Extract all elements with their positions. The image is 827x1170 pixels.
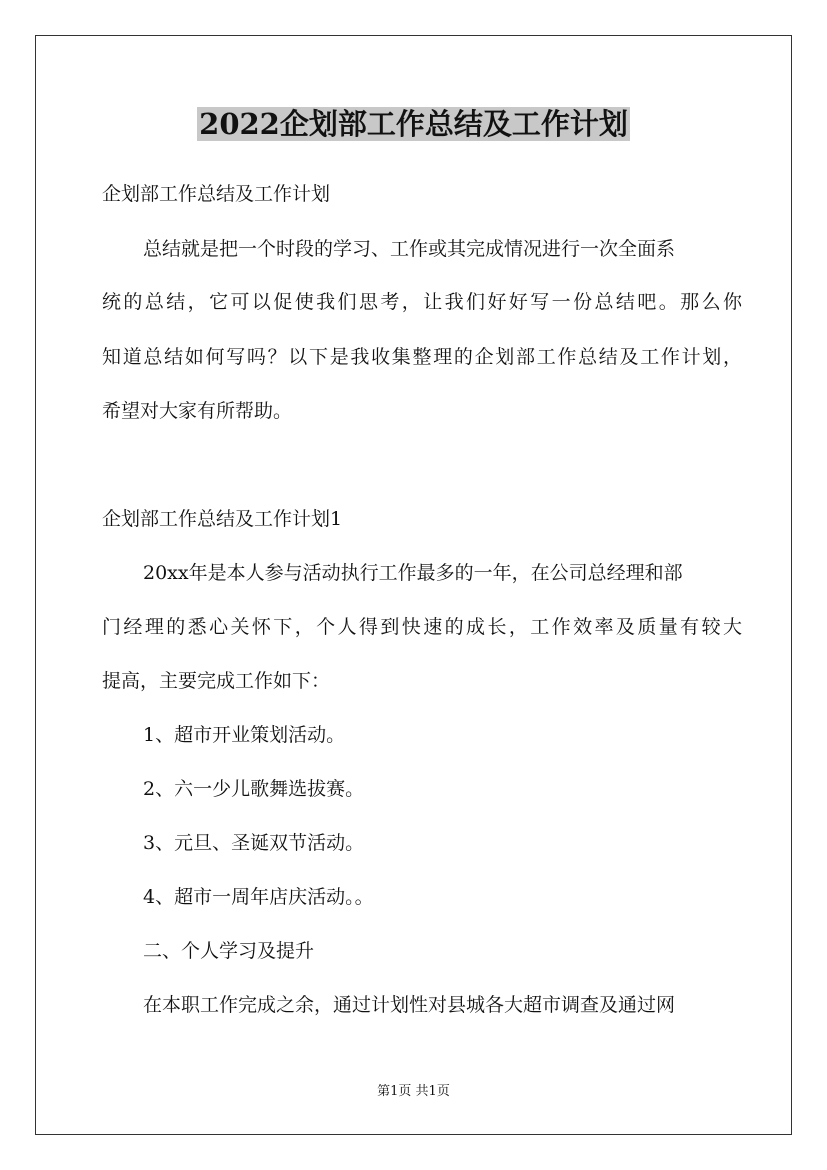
document-title: 2022企划部工作总结及工作计划	[199, 107, 628, 141]
section-para-line-3: 提高，主要完成工作如下：	[102, 670, 331, 692]
section-subheading: 二、个人学习及提升	[143, 940, 315, 962]
document-subtitle: 企划部工作总结及工作计划	[102, 183, 331, 205]
section-para-line-1: 20xx年是本人参与活动执行工作最多的一年，在公司总经理和部	[143, 562, 683, 584]
intro-line-4: 希望对大家有所帮助。	[102, 400, 293, 422]
list-item: 4、超市一周年店庆活动。。	[143, 886, 374, 908]
intro-line-3: 知道总结如何写吗？以下是我收集整理的企划部工作总结及工作计划，	[102, 346, 742, 368]
intro-line-1: 总结就是把一个时段的学习、工作或其完成情况进行一次全面系	[143, 238, 676, 260]
list-item: 2、六一少儿歌舞选拔赛。	[143, 778, 365, 800]
section-last-line: 在本职工作完成之余，通过计划性对县城各大超市调查及通过网	[143, 994, 676, 1016]
section-para-line-2: 门经理的悉心关怀下，个人得到快速的成长，工作效率及质量有较大	[102, 616, 742, 638]
page-footer: 第1页 共1页	[377, 1084, 450, 1099]
list-item: 1、超市开业策划活动。	[143, 724, 346, 746]
list-item: 3、元旦、圣诞双节活动。	[143, 832, 365, 854]
section-heading: 企划部工作总结及工作计划1	[102, 508, 343, 530]
intro-line-2: 统的总结，它可以促使我们思考，让我们好好写一份总结吧。那么你	[102, 291, 742, 313]
